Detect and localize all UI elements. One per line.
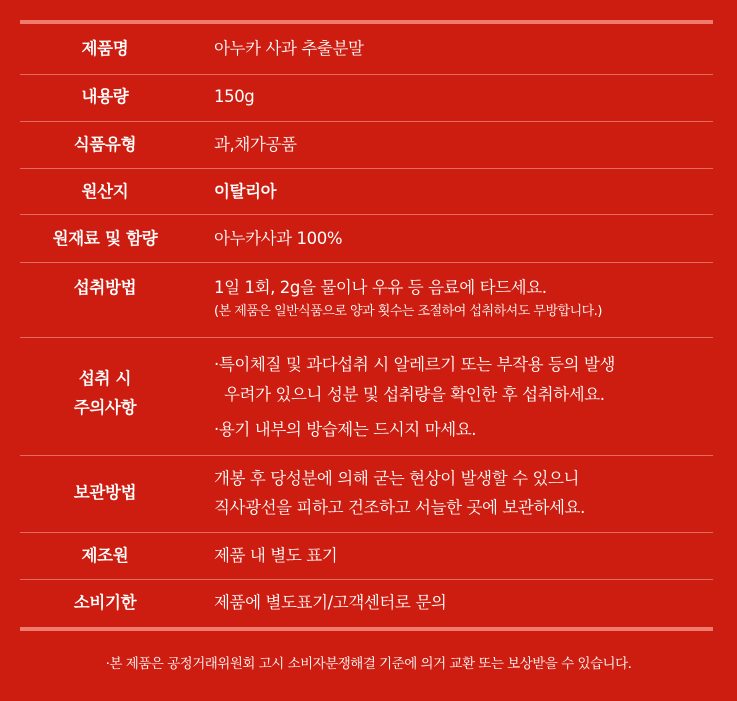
storage-line-1: 개봉 후 당성분에 의해 굳는 현상이 발생할 수 있으니 xyxy=(214,469,580,488)
value-net-content: 150g xyxy=(214,87,255,106)
precaution-line-1: ·특이체질 및 과다섭취 시 알레르기 또는 부작용 등의 발생 xyxy=(214,355,616,374)
row-divider xyxy=(20,214,713,215)
table-top-border xyxy=(20,20,713,24)
value-intake-method: 1일 1회, 2g을 물이나 우유 등 음료에 타드세요. xyxy=(214,278,547,297)
row-divider xyxy=(20,455,713,456)
label-manufacturer: 제조원 xyxy=(81,546,129,565)
value-ingredients: 아누카사과 100% xyxy=(214,229,343,248)
intake-method-note: (본 제품은 일반식품으로 양과 횟수는 조절하여 섭취하셔도 무방합니다.) xyxy=(214,304,602,319)
row-divider xyxy=(20,532,713,533)
value-product-name: 아누카 사과 추출분말 xyxy=(214,39,364,58)
label-net-content: 내용량 xyxy=(81,87,129,106)
label-intake-method: 섭취방법 xyxy=(73,278,137,297)
label-precautions-line2: 주의사항 xyxy=(73,398,137,417)
row-divider xyxy=(20,262,713,263)
label-expiration: 소비기한 xyxy=(73,593,137,612)
value-food-type: 과,채가공품 xyxy=(214,135,297,154)
precaution-line-3: ·용기 내부의 방습제는 드시지 마세요. xyxy=(214,420,477,439)
row-divider xyxy=(20,121,713,122)
precaution-line-2: 우려가 있으니 성분 및 섭취량을 확인한 후 섭취하세요. xyxy=(224,385,605,404)
row-divider xyxy=(20,74,713,75)
value-origin: 이탈리아 xyxy=(214,182,277,201)
value-manufacturer: 제품 내 별도 표기 xyxy=(214,546,338,565)
value-expiration: 제품에 별도표기/고객센터로 문의 xyxy=(214,593,447,612)
row-divider xyxy=(20,337,713,338)
label-product-name: 제품명 xyxy=(81,39,129,58)
row-divider xyxy=(20,579,713,580)
label-food-type: 식품유형 xyxy=(73,135,137,154)
label-precautions-line1: 섭취 시 xyxy=(78,369,132,388)
consumer-notice: ·본 제품은 공정거래위원회 고시 소비자분쟁해결 기준에 의거 교환 또는 보상받을 수 있습니다. xyxy=(105,656,632,672)
label-origin: 원산지 xyxy=(81,182,129,201)
row-divider xyxy=(20,168,713,169)
storage-line-2: 직사광선을 피하고 건조하고 서늘한 곳에 보관하세요. xyxy=(214,498,585,517)
label-ingredients: 원재료 및 함량 xyxy=(52,229,158,248)
table-bottom-border xyxy=(20,627,713,631)
label-storage: 보관방법 xyxy=(73,483,137,502)
